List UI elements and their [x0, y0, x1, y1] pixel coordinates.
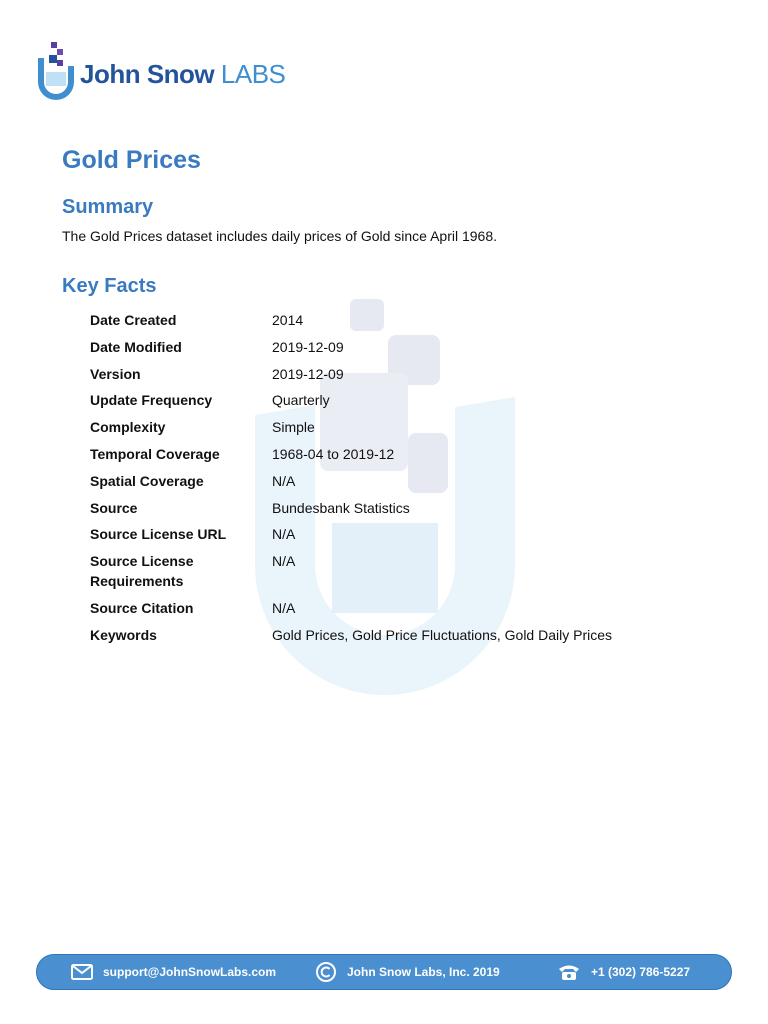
fact-value: N/A	[272, 599, 296, 616]
fact-row	[90, 524, 710, 551]
summary-heading: Summary	[62, 196, 154, 218]
fact-row	[90, 471, 710, 498]
fact-value: N/A	[272, 472, 296, 489]
fact-value: N/A	[272, 553, 296, 570]
fact-value: 2014	[272, 312, 304, 328]
key-facts-table	[90, 310, 710, 651]
fact-label: Source License Requirements	[90, 553, 194, 590]
brand-labs-text: LABS	[220, 59, 286, 89]
copyright-icon	[315, 961, 337, 983]
fact-value: Gold Prices, Gold Price Fluctuations, Gold Daily Prices	[272, 626, 613, 643]
footer-copyright	[315, 955, 500, 989]
summary-text: The Gold Prices dataset includes daily prices of Gold since April 1968.	[62, 228, 498, 244]
fact-row	[90, 310, 710, 337]
fact-value: Quarterly	[272, 392, 330, 409]
fact-value: N/A	[272, 526, 296, 543]
footer-email[interactable]	[71, 955, 276, 989]
brand-logo	[36, 40, 296, 106]
fact-label: Keywords	[90, 626, 157, 643]
brand-name	[80, 59, 285, 90]
fact-label: Source	[90, 499, 138, 516]
envelope-icon	[71, 964, 93, 980]
fact-label: Version	[90, 365, 141, 382]
fact-row	[90, 598, 710, 625]
fact-label: Spatial Coverage	[90, 472, 204, 489]
key-facts-heading: Key Facts	[62, 275, 157, 297]
fact-row	[90, 337, 710, 364]
phone-icon	[557, 963, 581, 981]
page-title: Gold Prices	[62, 146, 201, 174]
support-email-link[interactable]: support@JohnSnowLabs.com	[103, 965, 277, 979]
fact-row	[90, 625, 710, 652]
logo-mark-icon	[36, 40, 76, 106]
fact-row	[90, 364, 710, 391]
fact-value: Simple	[272, 419, 315, 436]
fact-row	[90, 417, 710, 444]
fact-value: Bundesbank Statistics	[272, 499, 410, 516]
fact-value: 2019-12-09	[272, 338, 344, 355]
footer-phone[interactable]	[557, 955, 690, 989]
fact-label: Complexity	[90, 419, 166, 436]
brand-name-text: John Snow	[80, 59, 215, 89]
fact-label: Date Modified	[90, 338, 182, 355]
fact-row	[90, 444, 710, 471]
fact-row	[90, 390, 710, 417]
fact-label: Update Frequency	[90, 392, 213, 409]
fact-value: 1968-04 to 2019-12	[272, 445, 395, 462]
phone-number-link[interactable]: +1 (302) 786-5227	[591, 965, 691, 979]
fact-label: Temporal Coverage	[90, 445, 220, 462]
fact-value: 2019-12-09	[272, 365, 344, 382]
copyright-text: John Snow Labs, Inc. 2019	[347, 965, 500, 979]
fact-label: Date Created	[90, 312, 177, 328]
fact-label: Source License URL	[90, 526, 227, 543]
footer-bar	[36, 954, 732, 990]
fact-label: Source Citation	[90, 599, 194, 616]
fact-row	[90, 551, 710, 598]
fact-row	[90, 498, 710, 525]
